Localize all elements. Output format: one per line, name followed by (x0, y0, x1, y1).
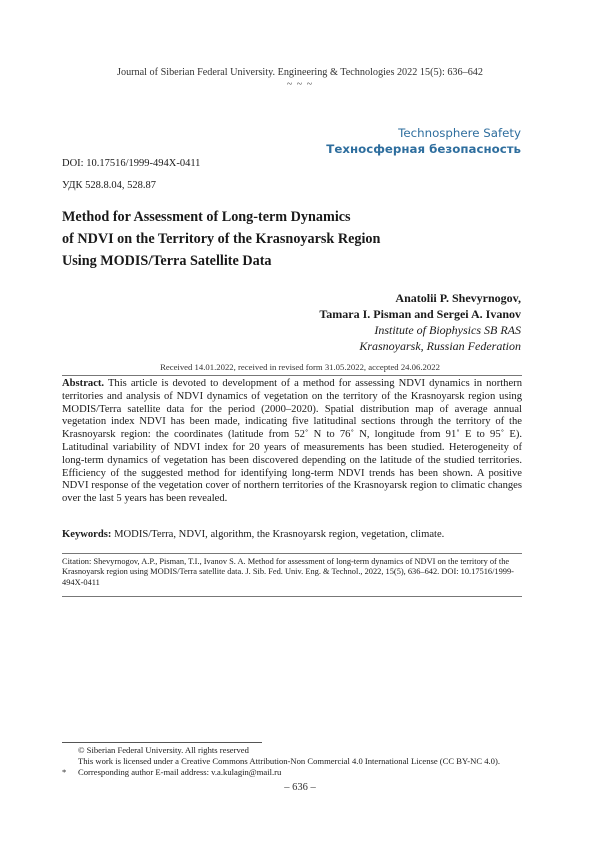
journal-header: Journal of Siberian Federal University. Engineering & Technologies 2022 15(5): 636–642 (117, 67, 483, 78)
authors-line-2: Tamara I. Pisman and Sergei A. Ivanov (319, 307, 521, 321)
section-title-en: Technosphere Safety (398, 126, 521, 140)
keywords (62, 529, 522, 542)
divider (62, 596, 522, 597)
title-line-3: Using MODIS/Terra Satellite Data (62, 253, 272, 269)
corresponding-email: Corresponding author E-mail address: v.a.kulagin@mail.ru (78, 767, 282, 777)
divider (62, 375, 522, 376)
footnote-copyright: © Siberian Federal University. All rights reserved (78, 745, 249, 755)
keywords-label: Keywords: (62, 529, 112, 540)
received-dates: Received 14.01.2022, received in revised form 31.05.2022, accepted 24.06.2022 (160, 362, 440, 372)
section-title-ru: Техносферная безопасность (326, 142, 521, 156)
abstract (62, 378, 522, 506)
title-line-1: Method for Assessment of Long-term Dynamics (62, 209, 351, 225)
footnote-star: * (62, 767, 67, 777)
affiliation-location: Krasnoyarsk, Russian Federation (359, 339, 521, 353)
footnote-license: This work is licensed under a Creative Commons Attribution-Non Commercial 4.0 International License (CC BY-NC 4.0). (78, 756, 500, 766)
paper-title (62, 206, 522, 272)
keywords-text: MODIS/Terra, NDVI, algorithm, the Krasnoyarsk region, vegetation, climate. (114, 529, 445, 540)
udk: УДК 528.8.04, 528.87 (62, 180, 157, 191)
footnote-divider (62, 742, 262, 743)
affiliation-institute: Institute of Biophysics SB RAS (374, 323, 521, 337)
title-line-2: of NDVI on the Territory of the Krasnoyarsk Region (62, 231, 381, 247)
footnote-corresponding (62, 767, 281, 778)
abstract-text: This article is devoted to development of a method for assessing NDVI dynamics in northern territories and analysis of NDVI dynamics of vegetation on the territory of the Krasnoyarsk region using MODIS/Terra satellite data for the period (2000–2020). Spatial distribution map of average annual vegetation index NDVI has been made, indicating five latitudinal sections through the territory of the Krasnoyarsk region: the coordinates (latitude from 52˚ N to 76˚ N, longitude from 91˚ E to 95˚ E). Latitudinal variability of NDVI index for 20 years of measurements has been studied. Heterogeneity of long-term dynamics of vegetation has been discovered depending on the latitude of the studied territories. Efficiency of the suggested method for identifying long-term NDVI trends has been shown. A positive NDVI response of the vegetation cover of northern territories of the Krasnoyarsk region to climatic changes over the last 5 years has been revealed. (62, 378, 522, 505)
abstract-label: Abstract. (62, 378, 105, 389)
citation: Citation: Shevyrnogov, A.P., Pisman, T.I., Ivanov S. A. Method for assessment of long-term dynamics of NDVI on the territory of the Krasnoyarsk region using MODIS/Terra satellite data. J. Sib. Fed. Univ. Eng. & Technol., 2022, 15(5), 636–642. DOI: 10.17516/1999-494X-0411 (62, 557, 514, 587)
header-ornament: ~ ~ ~ (286, 79, 314, 90)
doi: DOI: 10.17516/1999-494X-0411 (62, 158, 201, 169)
authors-line-1: Anatolii P. Shevyrnogov, (395, 291, 521, 305)
divider (62, 553, 522, 554)
page-number: – 636 – (284, 782, 316, 793)
